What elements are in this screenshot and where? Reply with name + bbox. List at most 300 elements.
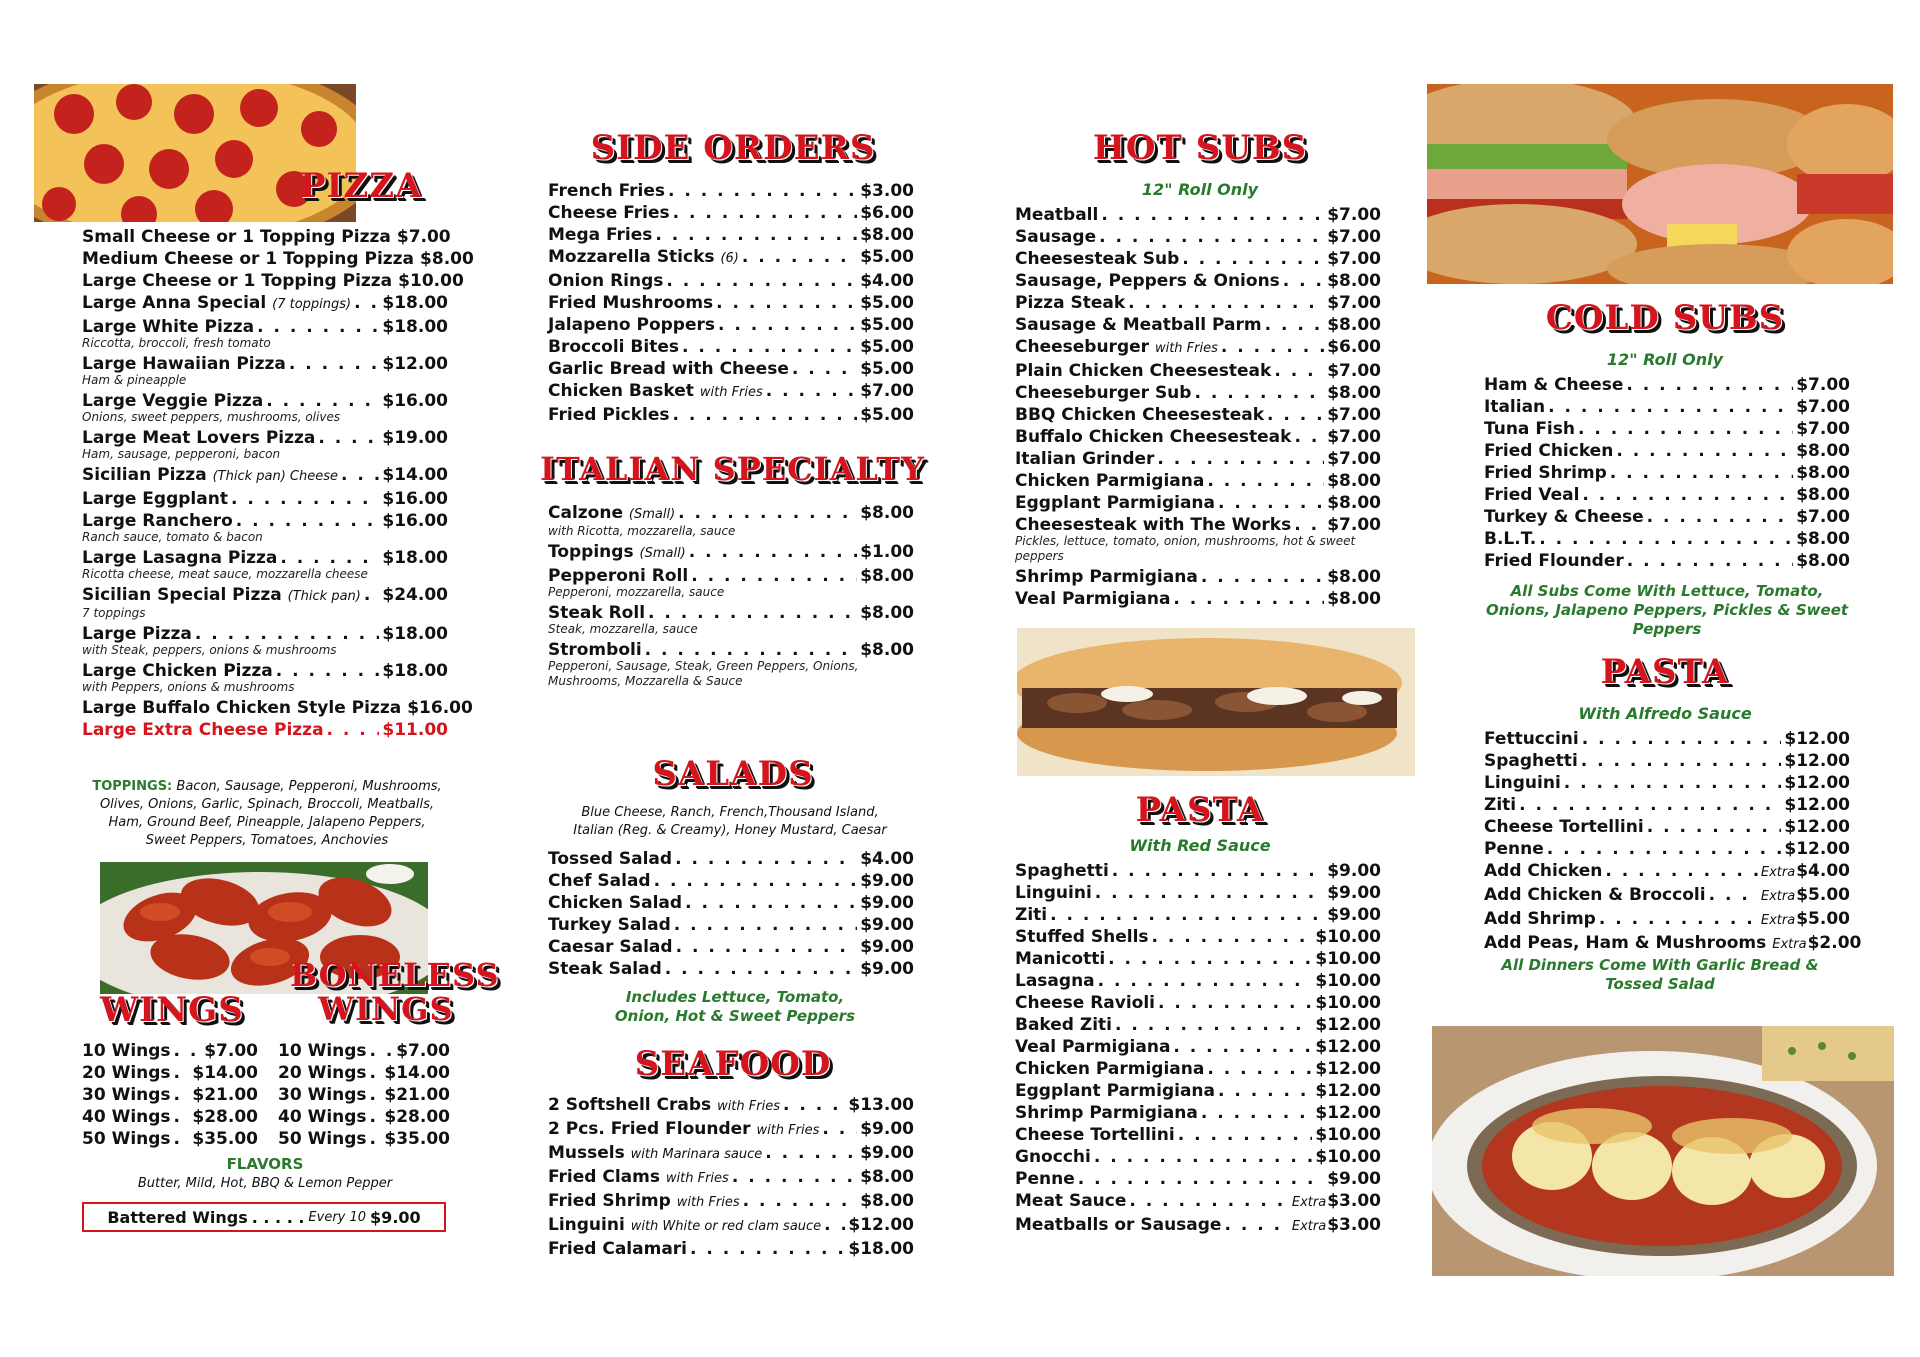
- leader-dots: [174, 1128, 190, 1150]
- menu-item-name: Large Chicken Pizza: [82, 661, 273, 681]
- menu-item-name: Broccoli Bites: [548, 337, 679, 357]
- menu-item-note: (Thick pan): [287, 589, 361, 604]
- menu-item-price: $4.00: [860, 271, 914, 291]
- leader-dots: [675, 848, 857, 870]
- leader-dots: [1157, 448, 1324, 470]
- leader-dots: [370, 1084, 382, 1106]
- leader-dots: [1582, 728, 1782, 750]
- menu-item-name: Jalapeno Poppers: [548, 315, 716, 335]
- leader-dots: [1224, 1214, 1288, 1236]
- menu-item-name: Pizza Steak: [1015, 293, 1126, 313]
- menu-item: [82, 270, 464, 292]
- menu-item-name: Steak Roll: [548, 603, 646, 623]
- menu-item-price: $7.00: [1796, 419, 1850, 439]
- menu-item-price: $7.00: [1796, 375, 1850, 395]
- menu-item-price: $13.00: [848, 1095, 914, 1115]
- wings-title: WINGS: [100, 990, 244, 1030]
- menu-item-price: $16.00: [382, 391, 448, 411]
- leader-dots: [689, 541, 857, 563]
- menu-item-name: Eggplant Parmigiana: [1015, 1081, 1216, 1101]
- menu-item-name: Calzone (Small): [548, 503, 676, 523]
- menu-item-name: Cheese Fries: [548, 203, 670, 223]
- leader-dots: [766, 380, 857, 402]
- cold-subs-title: COLD SUBS: [1545, 298, 1785, 338]
- menu-item-name: Meatball: [1015, 205, 1099, 225]
- leader-dots: [1050, 904, 1324, 926]
- menu-item-name: Fried Calamari: [548, 1239, 687, 1259]
- menu-item-price: $11.00: [382, 720, 448, 740]
- leader-dots: [1182, 248, 1324, 270]
- leader-dots: [716, 292, 857, 314]
- menu-item-price: $35.00: [384, 1129, 450, 1149]
- menu-item: [1484, 396, 1850, 418]
- menu-item-price: $9.00: [1327, 1169, 1381, 1189]
- menu-item-name: Sicilian Pizza (Thick pan) Cheese: [82, 465, 339, 485]
- menu-item: [548, 314, 914, 336]
- menu-item-price: $7.00: [1327, 449, 1381, 469]
- menu-item: [1015, 1146, 1381, 1168]
- menu-item-name: Large Cheese or 1 Topping Pizza: [82, 271, 393, 291]
- menu-item-note: with Fries: [756, 1123, 820, 1138]
- menu-item-price: $28.00: [192, 1107, 258, 1127]
- menu-item: [82, 1084, 258, 1106]
- leader-dots: [1098, 970, 1313, 992]
- menu-item-price: $10.00: [398, 271, 464, 291]
- menu-item-name: 50 Wings: [278, 1129, 367, 1149]
- menu-item-name: 50 Wings: [82, 1129, 171, 1149]
- menu-item-price: $7.00: [396, 227, 451, 247]
- leader-dots: [174, 1062, 190, 1084]
- menu-item-name: 2 Pcs. Fried Flounder with Fries: [548, 1119, 820, 1139]
- menu-item-name: Cheesesteak Sub: [1015, 249, 1180, 269]
- menu-item-description: Pepperoni, mozzarella, sauce: [548, 585, 725, 599]
- leader-dots: [280, 547, 379, 569]
- pasta-red-list: [1015, 860, 1381, 1238]
- menu-item-price: $9.00: [1327, 861, 1381, 881]
- menu-item-name: Mozzarella Sticks (6): [548, 247, 739, 267]
- menu-item: [278, 1040, 450, 1062]
- toppings-label: TOPPINGS:: [92, 779, 173, 794]
- pasta-alfredo-title: PASTA: [1600, 652, 1730, 692]
- menu-item-name: BBQ Chicken Cheesesteak: [1015, 405, 1265, 425]
- menu-item: [82, 1128, 258, 1150]
- menu-item: [82, 584, 448, 608]
- menu-item-name: Large Hawaiian Pizza: [82, 354, 286, 374]
- menu-item: [1484, 750, 1850, 772]
- leader-dots: [645, 639, 858, 661]
- menu-item-name: Turkey & Cheese: [1484, 507, 1644, 527]
- menu-item-price: $10.00: [1315, 1125, 1381, 1145]
- menu-item-price: $8.00: [1796, 529, 1850, 549]
- menu-item-price: $8.00: [860, 225, 914, 245]
- menu-item: [1015, 860, 1381, 882]
- menu-item-extra: Extra: [1760, 913, 1796, 928]
- menu-item-name: Chicken Basket with Fries: [548, 381, 763, 401]
- menu-item-price: $7.00: [1327, 515, 1381, 535]
- menu-item-price: $12.00: [1784, 795, 1850, 815]
- menu-item: [1015, 1102, 1381, 1124]
- menu-item: [1015, 882, 1381, 904]
- menu-item-name: Buffalo Chicken Cheesesteak: [1015, 427, 1292, 447]
- menu-item: [1484, 550, 1850, 572]
- leader-dots: [1709, 884, 1758, 906]
- menu-item-name: Spaghetti: [1484, 751, 1578, 771]
- menu-item: [548, 639, 914, 661]
- menu-item: [278, 1128, 450, 1150]
- menu-item-note: (Small): [639, 546, 686, 561]
- leader-dots: [674, 914, 857, 936]
- menu-item-name: French Fries: [548, 181, 666, 201]
- leader-dots: [1115, 1014, 1312, 1036]
- menu-item-name: Veal Parmigiana: [1015, 589, 1171, 609]
- menu-item-name: Shrimp Parmigiana: [1015, 567, 1198, 587]
- leader-dots: [743, 1190, 858, 1212]
- menu-item-price: $12.00: [1784, 773, 1850, 793]
- leader-dots: [1078, 1168, 1324, 1190]
- leader-dots: [690, 1238, 845, 1260]
- pizza-toppings: [92, 778, 442, 850]
- menu-item-price: $8.00: [1327, 383, 1381, 403]
- menu-item: [82, 427, 448, 449]
- menu-item-description: Ham, sausage, pepperoni, bacon: [82, 447, 281, 461]
- menu-item-price: $1.00: [860, 542, 914, 562]
- pizza-title: PIZZA: [300, 166, 423, 206]
- menu-item: [278, 1062, 450, 1084]
- cold-subs-subtitle: 12" Roll Only: [1606, 350, 1724, 369]
- wings-list: [82, 1040, 258, 1150]
- menu-item-price: $12.00: [1784, 839, 1850, 859]
- menu-item-description: 7 toppings: [82, 606, 146, 620]
- menu-item-price: $8.00: [1327, 471, 1381, 491]
- menu-item-price: $7.00: [204, 1041, 258, 1061]
- menu-item-price: $10.00: [1315, 949, 1381, 969]
- menu-item: [1484, 440, 1850, 462]
- menu-item-name: Steak Salad: [548, 959, 662, 979]
- menu-item-price: $12.00: [848, 1215, 914, 1235]
- menu-item-price: $5.00: [860, 293, 914, 313]
- leader-dots: [685, 892, 857, 914]
- menu-item-price: $21.00: [384, 1085, 450, 1105]
- leader-dots: [1610, 462, 1793, 484]
- menu-item-name: Sicilian Special Pizza (Thick pan): [82, 585, 361, 605]
- leader-dots: [266, 390, 379, 412]
- leader-dots: [654, 870, 858, 892]
- menu-item: [1484, 908, 1850, 932]
- menu-item-name: Chef Salad: [548, 871, 651, 891]
- menu-item-price: $9.00: [860, 1119, 914, 1139]
- menu-item-description: Pickles, lettuce, tomato, onion, mushrooms, hot & sweet peppers: [1015, 534, 1356, 563]
- battered-wings-box: Battered Wings . . . . . Every 10 $9.00: [82, 1202, 446, 1232]
- menu-item-price: $7.00: [1796, 507, 1850, 527]
- leader-dots: [276, 660, 380, 682]
- menu-item-name: Garlic Bread with Cheese: [548, 359, 789, 379]
- menu-item-name: Chicken Salad: [548, 893, 683, 913]
- menu-item: [548, 404, 914, 426]
- menu-item: [82, 1040, 258, 1062]
- menu-item: [1484, 528, 1850, 550]
- pizza-list: [82, 226, 474, 741]
- menu-item-name: 30 Wings: [82, 1085, 171, 1105]
- leader-dots: [1101, 204, 1324, 226]
- menu-item-description: with Ricotta, mozzarella, sauce: [548, 524, 736, 538]
- menu-item-price: $8.00: [860, 503, 914, 523]
- leader-dots: [236, 510, 380, 532]
- menu-item-note: (6): [720, 251, 739, 266]
- menu-item: [1015, 382, 1381, 404]
- leader-dots: [673, 404, 858, 426]
- menu-item-name: Tossed Salad: [548, 849, 673, 869]
- menu-item: [1015, 514, 1381, 536]
- leader-dots: [765, 1142, 857, 1164]
- menu-item: [82, 226, 451, 248]
- menu-item-price: $10.00: [1315, 1147, 1381, 1167]
- menu-item: [1484, 816, 1850, 838]
- menu-item-name: Baked Ziti: [1015, 1015, 1113, 1035]
- menu-item-price: $8.00: [1327, 315, 1381, 335]
- menu-item-name: Cheesesteak with The Works: [1015, 515, 1292, 535]
- leader-dots: [1265, 314, 1325, 336]
- cold-subs-list: [1484, 374, 1850, 572]
- menu-item-name: Add Peas, Ham & Mushrooms: [1484, 933, 1767, 953]
- menu-item-description: with Steak, peppers, onions & mushrooms: [82, 643, 337, 657]
- menu-item-name: Pepperoni Roll: [548, 566, 689, 586]
- leader-dots: [783, 1094, 845, 1116]
- menu-item-price: $7.00: [1327, 361, 1381, 381]
- menu-item-price: $12.00: [1784, 729, 1850, 749]
- leader-dots: [1274, 360, 1324, 382]
- leader-dots: [1201, 1102, 1313, 1124]
- menu-item-price: $8.00: [1796, 463, 1850, 483]
- battered-wings-note: Every 10: [308, 1209, 367, 1225]
- menu-item-note: with Fries: [665, 1171, 729, 1186]
- menu-item-price: $8.00: [420, 249, 474, 269]
- leader-dots: [1519, 794, 1781, 816]
- menu-item-price: $12.00: [1784, 751, 1850, 771]
- leader-dots: [231, 488, 379, 510]
- menu-item-price: $3.00: [1327, 1191, 1381, 1211]
- menu-item-price: $9.00: [860, 893, 914, 913]
- menu-item-price: $9.00: [1327, 905, 1381, 925]
- menu-item: [548, 936, 914, 958]
- menu-item-name: Tuna Fish: [1484, 419, 1575, 439]
- menu-item-price: $8.00: [860, 1191, 914, 1211]
- menu-item: [1015, 204, 1381, 226]
- menu-item-price: $16.00: [382, 489, 448, 509]
- menu-item: [1484, 838, 1850, 860]
- leader-dots: [1112, 860, 1324, 882]
- menu-item-name: 2 Softshell Crabs with Fries: [548, 1095, 780, 1115]
- menu-item-name: Meatballs or Sausage: [1015, 1215, 1222, 1235]
- menu-item-price: $14.00: [192, 1063, 258, 1083]
- menu-item-price: $8.00: [1796, 441, 1850, 461]
- menu-item: [1015, 270, 1381, 292]
- menu-item-price: $3.00: [1327, 1215, 1381, 1235]
- menu-item-price: $7.00: [1327, 249, 1381, 269]
- menu-item: [548, 1142, 914, 1166]
- pasta-alfredo-subtitle: With Alfredo Sauce: [1578, 704, 1752, 723]
- menu-item-price: $5.00: [860, 315, 914, 335]
- menu-item: [82, 623, 448, 645]
- pasta-red-subtitle: With Red Sauce: [1129, 836, 1271, 855]
- stuffed-shells-photo: [1432, 1026, 1894, 1276]
- menu-item-price: $7.00: [1327, 293, 1381, 313]
- leader-dots: [742, 246, 857, 268]
- menu-item-name: 20 Wings: [82, 1063, 171, 1083]
- menu-item-price: $21.00: [192, 1085, 258, 1105]
- leader-dots: [1647, 816, 1782, 838]
- menu-item: [1015, 1124, 1381, 1146]
- menu-item-description: Ham & pineapple: [82, 373, 187, 387]
- menu-item-name: Sausage & Meatball Parm: [1015, 315, 1262, 335]
- menu-item-name: Mega Fries: [548, 225, 653, 245]
- leader-dots: [1582, 484, 1793, 506]
- leader-dots: [1221, 336, 1324, 358]
- salads-list: [548, 848, 914, 980]
- menu-item: [548, 502, 914, 526]
- menu-item-name: Fried Clams with Fries: [548, 1167, 729, 1187]
- menu-item: [82, 510, 448, 532]
- menu-item-name: Large Meat Lovers Pizza: [82, 428, 316, 448]
- menu-item-price: $12.00: [1315, 1059, 1381, 1079]
- menu-item-name: Fried Mushrooms: [548, 293, 714, 313]
- menu-item-price: $12.00: [1315, 1103, 1381, 1123]
- menu-item-name: Stromboli: [548, 640, 642, 660]
- menu-item-price: $14.00: [382, 465, 448, 485]
- menu-item-name: 30 Wings: [278, 1085, 367, 1105]
- leader-dots: [1647, 506, 1794, 528]
- menu-item-price: $7.00: [1327, 227, 1381, 247]
- menu-item: [548, 1094, 914, 1118]
- menu-item: [82, 488, 448, 510]
- menu-item-name: Caesar Salad: [548, 937, 673, 957]
- menu-item: [548, 1118, 914, 1142]
- menu-item-note: with Marinara sauce: [630, 1147, 763, 1162]
- menu-item-name: Fried Flounder: [1484, 551, 1624, 571]
- menu-item: [278, 1106, 450, 1128]
- menu-item-name: Fried Veal: [1484, 485, 1580, 505]
- menu-item-description: Steak, mozzarella, sauce: [548, 622, 698, 636]
- menu-item: [1015, 926, 1381, 948]
- menu-item-name: Penne: [1015, 1169, 1075, 1189]
- menu-item-name: Shrimp Parmigiana: [1015, 1103, 1198, 1123]
- menu-item-name: Cheese Tortellini: [1015, 1125, 1175, 1145]
- menu-item-note: with Fries: [717, 1099, 780, 1114]
- battered-wings-price: $9.00: [370, 1207, 421, 1227]
- menu-item-name: Fried Chicken: [1484, 441, 1614, 461]
- salads-note: Includes Lettuce, Tomato, Onion, Hot & Sweet Peppers: [614, 988, 856, 1025]
- leader-dots: [341, 464, 379, 486]
- leader-dots: [1128, 292, 1324, 314]
- menu-item-note: (7 toppings): [272, 297, 352, 312]
- leader-dots: [195, 623, 380, 645]
- leader-dots: [1218, 1080, 1312, 1102]
- menu-item-price: $24.00: [382, 585, 448, 605]
- menu-item-description: with Peppers, onions & mushrooms: [82, 680, 295, 694]
- menu-item-extra: Extra: [1760, 865, 1796, 880]
- menu-item-price: $18.00: [848, 1239, 914, 1259]
- pasta-alfredo-note: All Dinners Come With Garlic Bread & Tossed Salad: [1501, 956, 1819, 993]
- menu-item-name: Fried Pickles: [548, 405, 670, 425]
- menu-item: [1484, 772, 1850, 794]
- menu-item-price: $6.00: [1327, 337, 1381, 357]
- menu-item-price: $12.00: [1784, 817, 1850, 837]
- menu-item: [1015, 1214, 1381, 1238]
- menu-item: [82, 697, 473, 719]
- menu-item-note: with Fries: [699, 385, 763, 400]
- menu-item-price: $8.00: [860, 640, 914, 660]
- menu-item-name: 40 Wings: [82, 1107, 171, 1127]
- menu-item: [82, 390, 448, 412]
- menu-item: [1015, 1058, 1381, 1080]
- menu-item-name: 40 Wings: [278, 1107, 367, 1127]
- leader-dots: [1173, 588, 1324, 610]
- leader-dots: [1283, 270, 1324, 292]
- leader-dots: [1108, 948, 1312, 970]
- leader-dots: [1564, 772, 1782, 794]
- leader-dots: [655, 224, 857, 246]
- menu-item: [1015, 360, 1381, 382]
- seafood-list: [548, 1094, 914, 1260]
- battered-wings-name: Battered Wings: [107, 1207, 248, 1227]
- menu-item-price: $5.00: [860, 405, 914, 425]
- leader-dots: [1267, 404, 1324, 426]
- menu-item: [82, 248, 474, 270]
- menu-item-note: (Thick pan) Cheese: [212, 469, 339, 484]
- menu-item-price: $6.00: [860, 203, 914, 223]
- menu-item-price: $2.00: [1807, 933, 1862, 953]
- menu-item-price: $8.00: [1796, 485, 1850, 505]
- menu-item: [1484, 418, 1850, 440]
- menu-item: [82, 464, 448, 488]
- menu-item-name: Penne: [1484, 839, 1544, 859]
- menu-item-price: $8.00: [1327, 589, 1381, 609]
- menu-item: [82, 719, 448, 741]
- menu-item: [1015, 226, 1381, 248]
- menu-item: [1015, 1080, 1381, 1102]
- menu-item: [1015, 566, 1381, 588]
- menu-item-price: $10.00: [1315, 971, 1381, 991]
- menu-item-price: $8.00: [1327, 493, 1381, 513]
- leader-dots: [1129, 1190, 1289, 1212]
- toppings-text: Bacon, Sausage, Pepperoni, Mushrooms, Olives, Onions, Garlic, Spinach, Broccoli, Meatballs, Ham, Ground Beef, Pineapple, Jalapeno Peppers, Sweet Peppers, Tomatoes, Anchovies: [99, 779, 442, 848]
- menu-item-price: $9.00: [860, 937, 914, 957]
- menu-item: [1484, 506, 1850, 528]
- menu-item-name: Meat Sauce: [1015, 1191, 1127, 1211]
- menu-item: [1484, 728, 1850, 750]
- menu-item: [278, 1084, 450, 1106]
- menu-item-price: $9.00: [1327, 883, 1381, 903]
- flavors-label: FLAVORS: [226, 1155, 304, 1173]
- side-orders-list: [548, 180, 914, 426]
- menu-item: [1015, 1036, 1381, 1058]
- leader-dots: [1548, 396, 1793, 418]
- leader-dots: [668, 180, 857, 202]
- italian-specialty-title: ITALIAN SPECIALTY: [540, 450, 925, 488]
- menu-item-name: Chicken Parmigiana: [1015, 1059, 1205, 1079]
- menu-item: [548, 270, 914, 292]
- leader-dots: [648, 602, 857, 624]
- menu-item-price: $5.00: [860, 337, 914, 357]
- menu-item-price: $10.00: [1315, 993, 1381, 1013]
- menu-item-description: Onions, sweet peppers, mushrooms, olives: [82, 410, 341, 424]
- leader-dots: [1207, 470, 1324, 492]
- menu-item-name: Italian Grinder: [1015, 449, 1155, 469]
- menu-item: [548, 1214, 914, 1238]
- menu-item-price: $12.00: [1315, 1081, 1381, 1101]
- italian-specialty-list: [548, 502, 914, 691]
- leader-dots: [682, 336, 857, 358]
- leader-dots: [678, 502, 857, 524]
